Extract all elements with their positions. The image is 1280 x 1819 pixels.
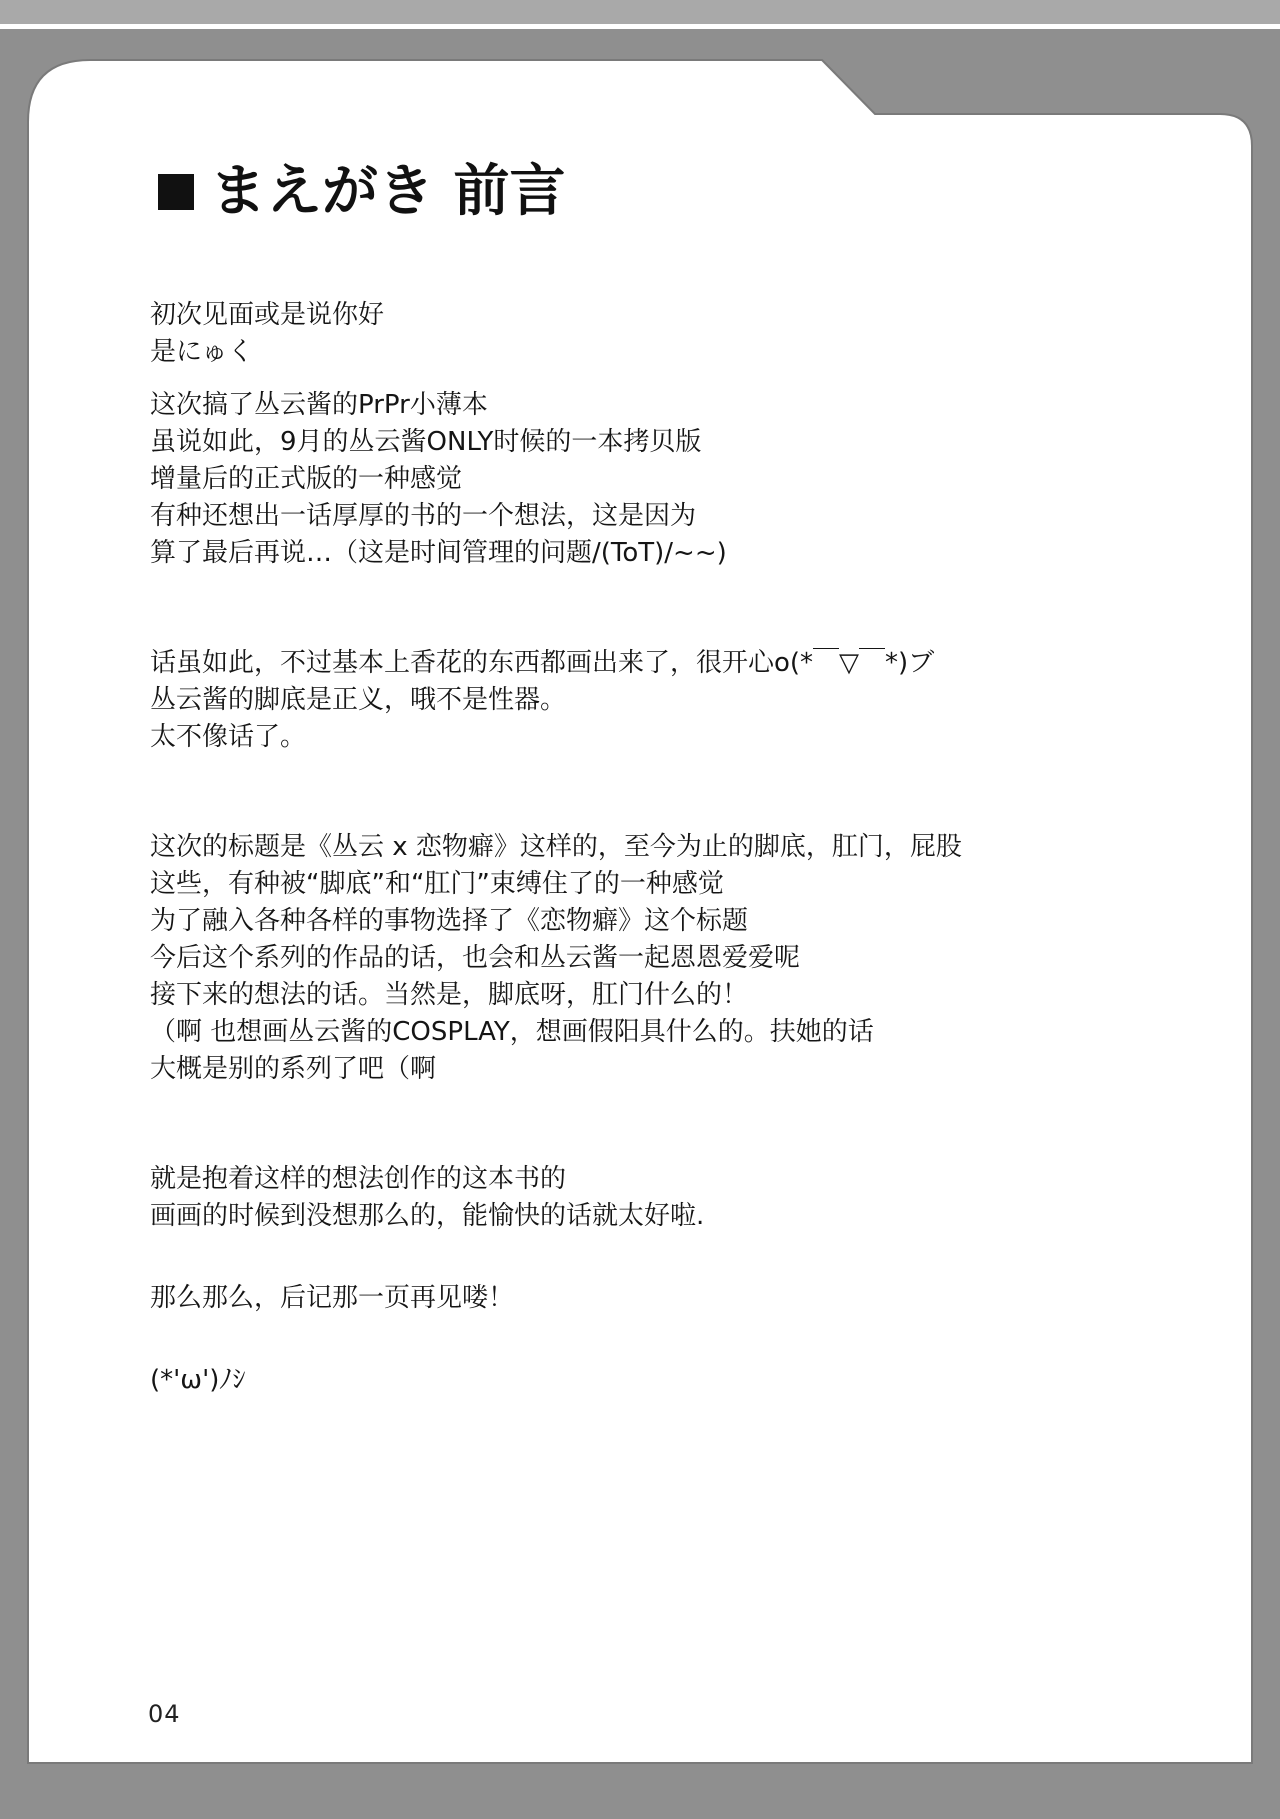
paragraph-happy: [150, 645, 1150, 756]
text-line: 增量后的正式版的一种感觉: [150, 464, 463, 494]
paragraph-farewell: [150, 1280, 1150, 1317]
text-line: 算了最后再说…（这是时间管理的问题/(ToT)/~~): [150, 538, 727, 568]
text-line: 今后这个系列的作品的话，也会和丛云酱一起恩恩爱爱呢: [150, 943, 801, 973]
paragraph-closing: [150, 1161, 1150, 1235]
paragraph-book-intro: [150, 387, 1150, 572]
text-line: （啊 也想画丛云酱的COSPLAY，想画假阳具什么的。扶她的话: [150, 1017, 874, 1047]
text-line: 有种还想出一话厚厚的书的一个想法，这是因为: [150, 501, 697, 531]
text-line: 太不像话了。: [150, 722, 307, 752]
paragraph-emoticon: [150, 1362, 1150, 1399]
square-bullet-icon: [158, 174, 194, 210]
page-title: [158, 160, 566, 224]
text-line: 为了融入各种各样的事物选择了《恋物癖》这个标题: [150, 906, 749, 936]
text-line: 就是抱着这样的想法创作的这本书的: [150, 1164, 567, 1194]
text-line: 大概是别的系列了吧（啊: [150, 1054, 437, 1084]
page-title-text: まえがき 前言: [210, 159, 566, 224]
preface-body: [150, 297, 1150, 1399]
text-line: 接下来的想法的话。当然是，脚底呀，肛门什么的！: [150, 980, 749, 1010]
text-line: 这次搞了丛云酱的PrPr小薄本: [150, 390, 488, 420]
text-line: 丛云酱的脚底是正义，哦不是性器。: [150, 685, 567, 715]
text-line: 这次的标题是《丛云 x 恋物癖》这样的，至今为止的脚底，肛门，屁股: [150, 832, 962, 862]
paragraph-greeting: [150, 297, 1150, 371]
text-line: 那么那么，后记那一页再见喽！: [150, 1283, 515, 1313]
page-number: 04: [148, 1700, 181, 1728]
text-line: 画画的时候到没想那么的，能愉快的话就太好啦.: [150, 1201, 705, 1231]
text-line: 初次见面或是说你好: [150, 300, 385, 330]
paragraph-title-explanation: [150, 829, 1150, 1088]
text-line: 是にゅく: [150, 337, 254, 367]
text-line: 话虽如此，不过基本上香花的东西都画出来了，很开心o(*￣▽￣*)ブ: [150, 648, 935, 678]
text-line: 虽说如此，9月的丛云酱ONLY时候的一本拷贝版: [150, 427, 702, 457]
text-line: (*'ω')ﾉｼ: [150, 1365, 246, 1395]
text-line: 这些，有种被“脚底”和“肛门”束缚住了的一种感觉: [150, 869, 724, 899]
